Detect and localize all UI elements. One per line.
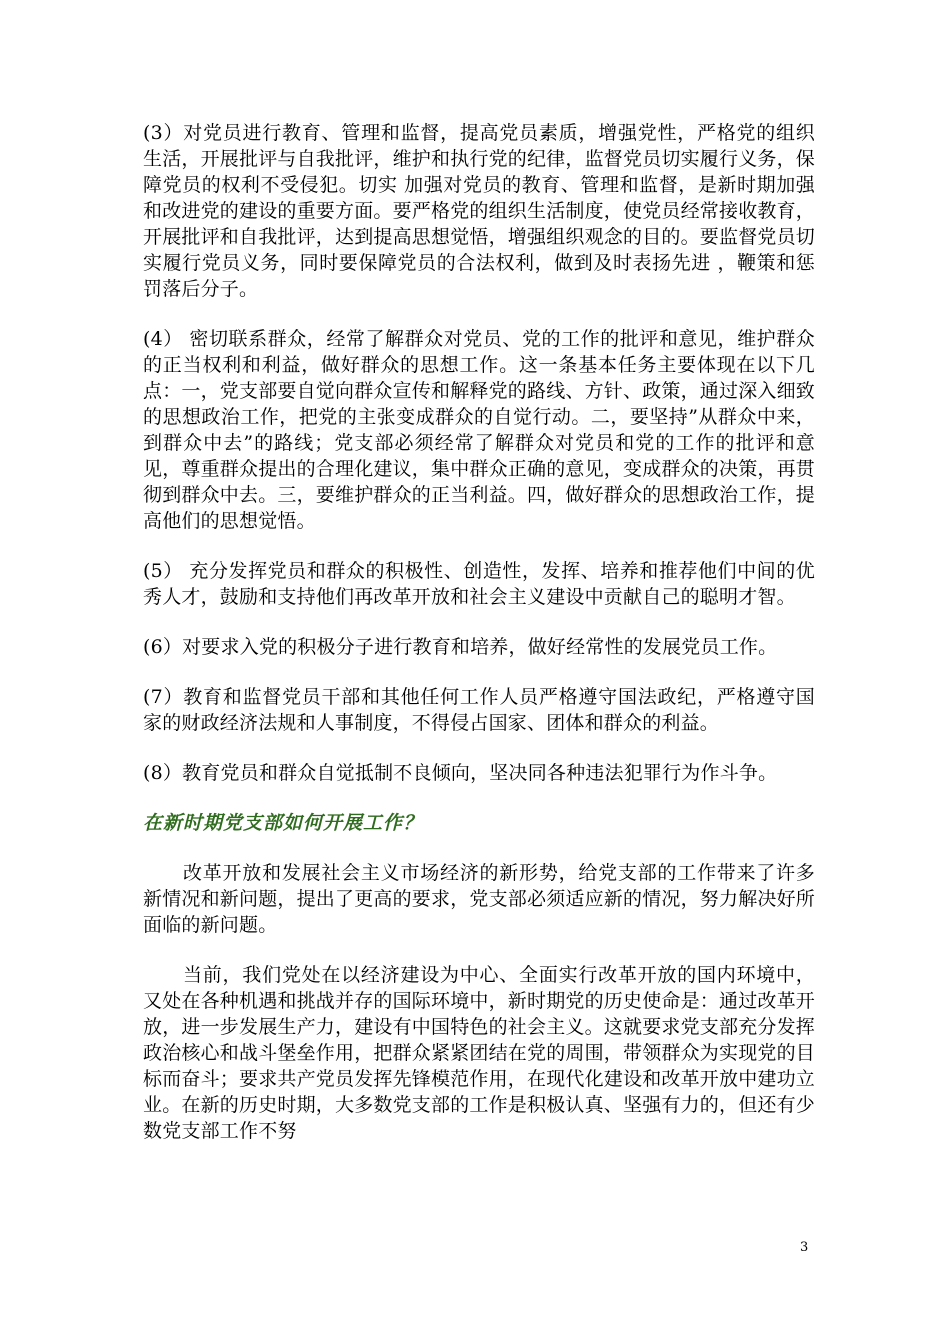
paragraph-item-4: (4） 密切联系群众，经常了解群众对党员、党的工作的批评和意见，维护群众的正当权利和利益，做好群众的思想工作。这一条基本任务主要体现在以下几点：一，党支部要自觉向群众宣传和解释党的路线、方针、政策，通过深入细致的思想政治工作，把党的主张变成群众的自觉行动。二，要坚持”从群众中来，到群众中去”的路线；党支部必须经常了解群众对党员和党的工作的批评和意见，尊重群众提出的合理化建议，集中群众正确的意见，变成群众的决策，再贯彻到群众中去。三，要维护群众的正当利益。四，做好群众的思想政治工作，提高他们的思想觉悟。 [143, 328, 816, 532]
body-paragraph-intro: 改革开放和发展社会主义市场经济的新形势，给党支部的工作带来了许多新情况和新问题，提出了更高的要求，党支部必须适应新的情况，努力解决好所面临的新问题。 [143, 862, 816, 936]
paragraph-item-8: (8）教育党员和群众自觉抵制不良倾向，坚决同各种违法犯罪行为作斗争。 [143, 762, 778, 784]
paragraph-item-7: (7）教育和监督党员干部和其他任何工作人员严格遵守国法政纪，严格遵守国家的财政经济法规和人事制度，不得侵占国家、团体和群众的利益。 [143, 686, 815, 734]
paragraph-item-5: (5） 充分发挥党员和群众的积极性、创造性，发挥、培养和推荐他们中间的优秀人才，鼓励和支持他们再改革开放和社会主义建设中贡献自己的聪明才智。 [143, 560, 815, 608]
paragraph-item-3: (3）对党员进行教育、管理和监督，提高党员素质，增强党性，严格党的组织生活，开展批评与自我批评，维护和执行党的纪律，监督党员切实履行义务，保障党员的权利不受侵犯。切实 加强对党员的教育、管理和监督，是新时期加强和改进党的建设的重要方面。要严格党的组织生活制度，使党员经常接收教育，开展批评和自我批评，达到提高思想觉悟，增强组织观念的目的。要监督党员切实履行党员义务，同时要保障党员的合法权利，做到及时表扬先进 ，鞭策和惩罚落后分子。 [143, 122, 816, 300]
paragraph-item-6: (6）对要求入党的积极分子进行教育和培养，做好经常性的发展党员工作。 [143, 636, 778, 658]
section-heading: 在新时期党支部如何开展工作？ [143, 812, 424, 834]
body-paragraph-current: 当前，我们党处在以经济建设为中心、全面实行改革开放的国内环境中，又处在各种机遇和挑战并存的国际环境中，新时期党的历史使命是：通过改革开放，进一步发展生产力，建设有中国特色的社会主义。这就要求党支部充分发挥政治核心和战斗堡垒作用，把群众紧紧团结在党的周围，带领群众为实现党的目标而奋斗；要求共产党员发挥先锋模范作用，在现代化建设和改革开放中建功立业。在新的历史时期，大多数党支部的工作是积极认真、坚强有力的，但还有少数党支部工作不努 [143, 964, 816, 1142]
page-number: 3 [800, 1240, 809, 1255]
page-content [143, 120, 815, 1168]
